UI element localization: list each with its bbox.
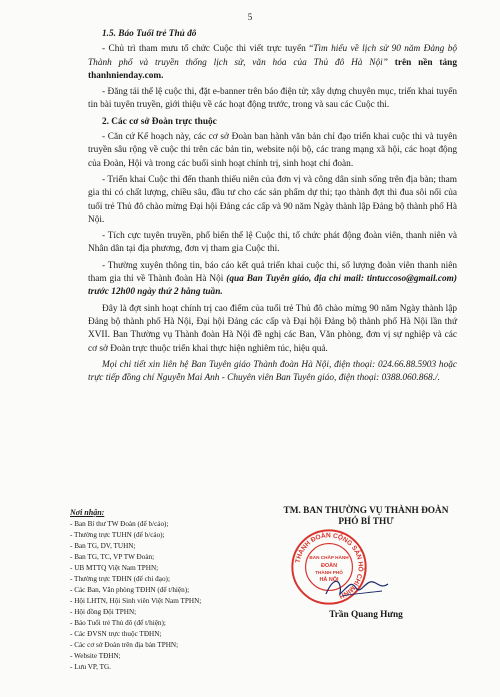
seal-ring-text: THÀNH ĐOÀN CỘNG SẢN HỒ CHÍ MINH bbox=[294, 532, 364, 600]
closing-paragraph-1: Đây là đợt sinh hoạt chính trị cao điểm của tuổi trẻ Thủ đô chào mừng 90 năm Ngày thành lập Đảng bộ thành phố Hà Nội, Đại hội Đảng các cấp và Đại hội Đảng bộ thành phố Hà Nội lần thứ XVII. Ban Thường vụ Thành đoàn Hà Nội đề nghị các Ban, Văn phòng, đơn vị sự nghiệp và các cơ sở Đoàn trực thuộc triển khai thực hiện nghiêm túc, hiệu quả. bbox=[88, 303, 457, 354]
text-run: - Chủ trì tham mưu tổ chức Cuộc thi viết trực tuyến “ bbox=[102, 44, 314, 55]
seal-center-line: HÀ NỘI bbox=[319, 577, 339, 584]
recipient-item: - Thường trực TĐHN (để chỉ đạo); bbox=[70, 575, 170, 583]
recipient-item: - Báo Tuổi trẻ Thủ đô (để t/hiện); bbox=[70, 619, 166, 627]
section-1-5-paragraph-1 bbox=[88, 43, 457, 83]
recipient-item: - Ban Bí thư TW Đoàn (để b/cáo); bbox=[70, 520, 169, 528]
handwritten-signature-icon bbox=[322, 572, 394, 602]
recipient-item: - Website TĐHN; bbox=[70, 652, 121, 660]
recipient-item: - Ban TG, DV, TUHN; bbox=[70, 542, 136, 550]
signing-organization: TM. BAN THƯỜNG VỤ THÀNH ĐOÀN bbox=[283, 506, 449, 516]
recipient-item: - Hội đồng Đội TPHN; bbox=[70, 608, 137, 616]
platform-text: trên nền tảng thanhnienday.com. bbox=[88, 57, 457, 81]
seal-center-line: THÀNH PHỐ bbox=[315, 570, 343, 576]
text-run: - Thường xuyên thông tin, báo cáo kết quả triển khai cuộc thi, số lượng đoàn viên thanh niên tham gia thi về Thành đoàn Hà Nội bbox=[88, 260, 457, 285]
section-2-paragraph-2: - Triển khai Cuộc thi đến thanh thiếu niên của đơn vị và công dân sinh sống trên địa bàn; tham gia thi có chất lượng, chiều sâu, đầu tư cho các sản phẩm dự thi; tạo thành đợt thi đua sôi nổi của tuổi trẻ Thủ đô chào mừng Đại hội Đảng các cấp và 90 năm Ngày thành lập Đảng bộ thành phố Hà Nội. bbox=[88, 174, 457, 225]
recipient-item: - Các cơ sở Đoàn trên địa bàn TPHN; bbox=[70, 641, 179, 649]
section-2-paragraph-3: - Tích cực tuyên truyền, phổ biến thể lệ Cuộc thi, tổ chức phát động đoàn viên, thanh niên và Nhân dân tại địa phương, đơn vị tham gia Cuộc thi. bbox=[88, 231, 457, 255]
recipients-title: Nơi nhận: bbox=[70, 508, 105, 517]
contact-paragraph: Mọi chi tiết xin liên hệ Ban Tuyên giáo Thành đoàn Hà Nội, điện thoại: 024.66.88.5903 hoặc trực tiếp đồng chí Nguyễn Mai Anh - Chuyên viên Ban Tuyên giáo, điện thoại: 0388.060.868./. bbox=[88, 359, 457, 384]
contest-name: Tìm hiểu về lịch sử 90 năm Đảng bộ Thành phố và truyền thống lịch sử, văn hóa của Thủ đô Hà Nội” bbox=[88, 44, 458, 68]
section-2-paragraph-1: - Căn cứ Kế hoạch này, các cơ sở Đoàn ban hành văn bản chỉ đạo triển khai cuộc thi và tuyên truyền sâu rộng về cuộc thi trên các bản tin, website nội bộ, các trang mạng xã hội, các hoạt động của Đoàn, Hội và trong các buổi sinh hoạt chính trị, sinh hoạt chi đoàn. bbox=[88, 132, 457, 169]
recipient-item: - Ban TG, TC, VP TW Đoàn; bbox=[70, 553, 155, 561]
section-1-5-heading: 1.5. Báo Tuổi trẻ Thủ đô bbox=[102, 29, 197, 39]
signer-name: Trần Quang Hưng bbox=[329, 610, 403, 620]
seal-center-line: ĐOÀN bbox=[320, 563, 338, 569]
recipient-item: - Hội LHTN, Hội Sinh viên Việt Nam TPHN; bbox=[70, 597, 202, 605]
page-number: 5 bbox=[247, 12, 253, 22]
section-1-5-paragraph-2: - Đăng tải thể lệ cuộc thi, đặt e-banner trên báo điện tử; xây dựng chuyên mục, triển khai tuyến tin bài tuyên truyền, giới thiệu về các hoạt động trước, trong và sau các Cuộc thi. bbox=[88, 87, 457, 111]
signer-title: PHÓ BÍ THƯ bbox=[338, 517, 394, 527]
recipient-item: - Các Ban, Văn phòng TĐHN (để t/hiện); bbox=[70, 586, 190, 594]
recipient-item: - UB MTTQ Việt Nam TPHN; bbox=[70, 564, 159, 572]
reporting-deadline: (qua Ban Tuyên giáo, địa chỉ mail: tintuccoso@gmail.com) trước 12h00 ngày thứ 2 hằng tuần. bbox=[88, 274, 457, 298]
recipient-item: - Lưu VP, TG. bbox=[70, 663, 111, 671]
recipient-item: - Thường trực TUHN (để b/cáo); bbox=[70, 531, 165, 539]
signature-block bbox=[266, 506, 466, 527]
recipients-list bbox=[70, 507, 270, 673]
document-body bbox=[88, 28, 457, 388]
section-2-paragraph-4 bbox=[88, 260, 457, 300]
recipient-item: - Các ĐVSN trực thuộc TĐHN; bbox=[70, 630, 162, 638]
seal-center-line: BAN CHẤP HÀNH bbox=[309, 555, 349, 561]
section-2-heading: 2. Các cơ sở Đoàn trực thuộc bbox=[102, 116, 217, 127]
